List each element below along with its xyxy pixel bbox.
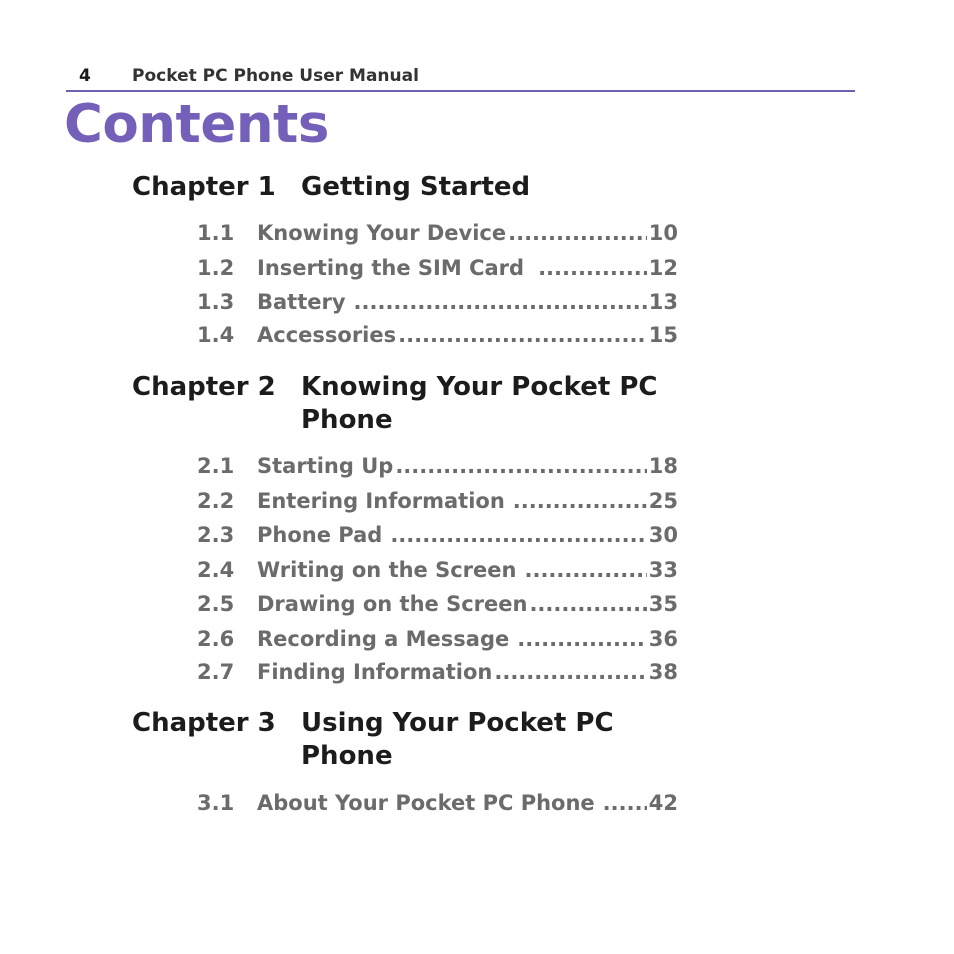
dot-leader: [529, 589, 646, 619]
page-title: Contents: [64, 94, 329, 155]
section-page: 33: [648, 558, 678, 582]
section-page: 10: [648, 221, 678, 245]
chapter-title: Knowing Your Pocket PC Phone: [301, 372, 658, 435]
section-page: 30: [648, 523, 678, 547]
section-number: 2.2: [197, 489, 235, 513]
dot-leader: [354, 287, 647, 317]
chapter-label: Chapter 1: [132, 172, 276, 202]
section-label: Writing on the Screen: [257, 558, 517, 582]
chapter-label: Chapter 2: [132, 372, 276, 402]
toc-entry[interactable]: [197, 253, 678, 283]
dot-leader: [524, 555, 646, 585]
toc-entry[interactable]: [197, 788, 678, 818]
section-number: 1.1: [197, 221, 235, 245]
section-page: 35: [648, 592, 678, 616]
section-label: Phone Pad: [257, 523, 383, 547]
toc-entry[interactable]: [197, 218, 678, 248]
dot-leader: [390, 520, 646, 550]
section-number: 2.7: [197, 660, 235, 684]
dot-leader: [395, 451, 646, 481]
section-label: Accessories: [257, 323, 397, 347]
toc-entry[interactable]: [197, 624, 678, 654]
section-number: 1.4: [197, 323, 235, 347]
section-page: 12: [648, 256, 678, 280]
toc-entry[interactable]: [197, 555, 678, 585]
toc-entry[interactable]: [197, 287, 678, 317]
section-label: Knowing Your Device: [257, 221, 507, 245]
toc-entry[interactable]: [197, 451, 678, 481]
section-label: Starting Up: [257, 454, 394, 478]
dot-leader: [508, 218, 647, 248]
section-page: 25: [648, 489, 678, 513]
section-label: Inserting the SIM Card: [257, 256, 525, 280]
section-page: 36: [648, 627, 678, 651]
section-number: 2.4: [197, 558, 235, 582]
running-title: Pocket PC Phone User Manual: [132, 66, 419, 86]
dot-leader: [538, 253, 647, 283]
section-label: Battery: [257, 290, 346, 314]
section-number: 1.2: [197, 256, 235, 280]
dot-leader: [603, 788, 647, 818]
section-label: Entering Information: [257, 489, 505, 513]
section-page: 42: [648, 791, 678, 815]
toc-entry[interactable]: [197, 657, 678, 687]
section-page: 15: [648, 323, 678, 347]
section-label: Recording a Message: [257, 627, 510, 651]
toc-entry[interactable]: [197, 486, 678, 516]
dot-leader: [513, 486, 647, 516]
section-page: 13: [648, 290, 678, 314]
toc-entry[interactable]: [197, 589, 678, 619]
section-number: 3.1: [197, 791, 235, 815]
toc-entry[interactable]: [197, 320, 678, 350]
section-page: 18: [648, 454, 678, 478]
dot-leader: [398, 320, 647, 350]
page-number: 4: [79, 66, 91, 86]
dot-leader: [494, 657, 646, 687]
section-number: 2.6: [197, 627, 235, 651]
chapter-title: Getting Started: [301, 172, 531, 202]
dot-leader: [517, 624, 647, 654]
section-number: 1.3: [197, 290, 235, 314]
section-label: About Your Pocket PC Phone: [257, 791, 595, 815]
section-page: 38: [648, 660, 678, 684]
chapter-title: Using Your Pocket PC Phone: [301, 708, 614, 771]
section-number: 2.1: [197, 454, 235, 478]
section-label: Drawing on the Screen: [257, 592, 528, 616]
section-label: Finding Information: [257, 660, 493, 684]
section-number: 2.3: [197, 523, 235, 547]
chapter-label: Chapter 3: [132, 708, 276, 738]
toc-entry[interactable]: [197, 520, 678, 550]
section-number: 2.5: [197, 592, 235, 616]
